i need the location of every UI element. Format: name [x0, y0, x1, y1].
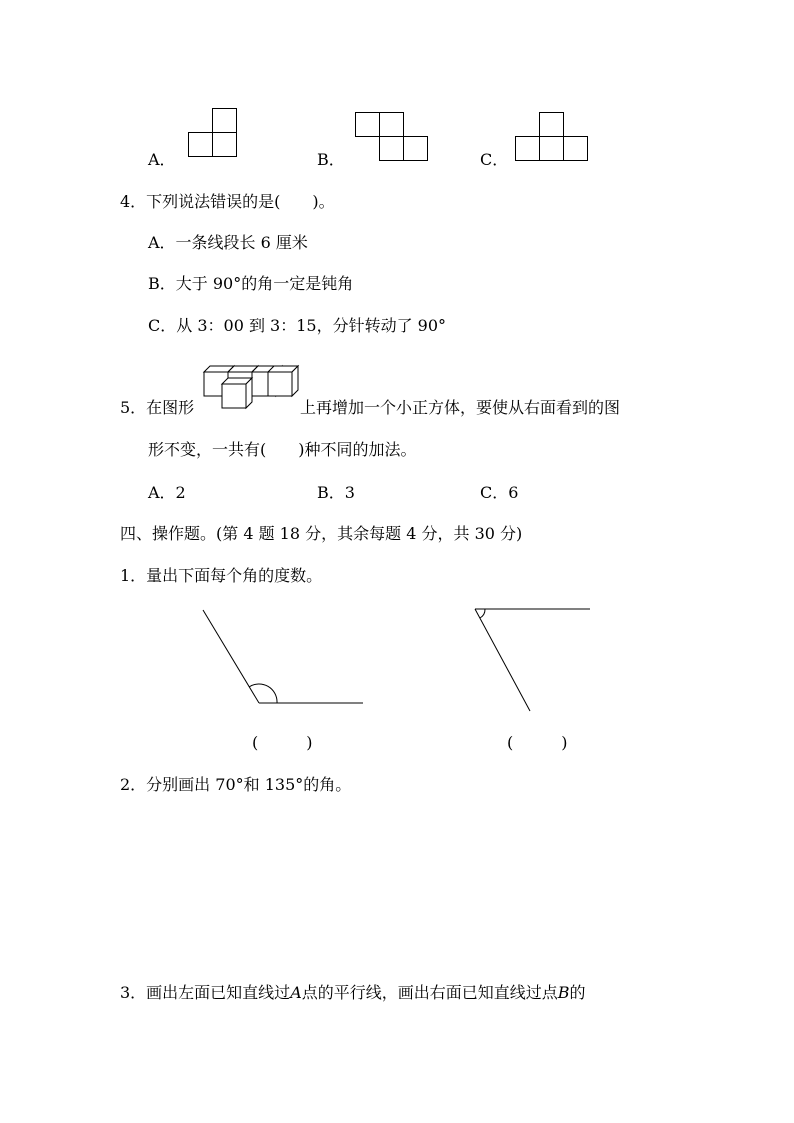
- s4-q2-stem: 2．分别画出 70°和 135°的角。: [120, 775, 352, 794]
- angle-left-answer-blank[interactable]: ( ): [252, 733, 313, 752]
- q5-option-a: A．2: [148, 483, 186, 502]
- q3-option-a-figure: [188, 108, 240, 160]
- q5-option-b: B．3: [317, 483, 355, 502]
- q4-option-b: B．大于 90°的角一定是钝角: [148, 274, 354, 293]
- q5-cube-figure: [204, 360, 300, 414]
- q3-option-c-label: C．: [480, 150, 509, 169]
- q5-stem-line2: 形不变，一共有( )种不同的加法。: [148, 440, 417, 459]
- s4-q3-stem: [120, 983, 586, 1003]
- angle-right-answer-blank[interactable]: ( ): [507, 733, 568, 752]
- point-b-label: B: [557, 983, 570, 1002]
- q3-option-a-label: A．: [148, 150, 176, 169]
- q4-option-c: C．从 3：00 到 3：15，分针转动了 90°: [148, 316, 447, 335]
- q5-stem-after: 上再增加一个小正方体，要使从右面看到的图: [300, 398, 621, 417]
- s4-q3-stem-part1: 3．画出左面已知直线过: [120, 983, 291, 1002]
- q5-stem-before: 5．在图形: [120, 398, 195, 417]
- point-a-label: A: [290, 983, 302, 1002]
- angle-right-figure: [470, 605, 595, 715]
- q4-option-a: A．一条线段长 6 厘米: [148, 233, 308, 252]
- q5-option-c: C．6: [480, 483, 519, 502]
- angle-left-figure: [200, 608, 370, 708]
- q3-option-c-figure: [515, 112, 591, 164]
- section-title: 四、操作题。(第 4 题 18 分，其余每题 4 分，共 30 分): [120, 524, 523, 543]
- s4-q3-stem-part2: 点的平行线，画出右面已知直线过点: [301, 983, 558, 1002]
- s4-q1-stem: 1．量出下面每个角的度数。: [120, 566, 323, 585]
- q3-option-b-figure: [355, 112, 431, 164]
- q4-stem: 4．下列说法错误的是( )。: [120, 192, 335, 211]
- q3-option-b-label: B．: [317, 150, 345, 169]
- s4-q3-stem-part3: 的: [569, 983, 586, 1002]
